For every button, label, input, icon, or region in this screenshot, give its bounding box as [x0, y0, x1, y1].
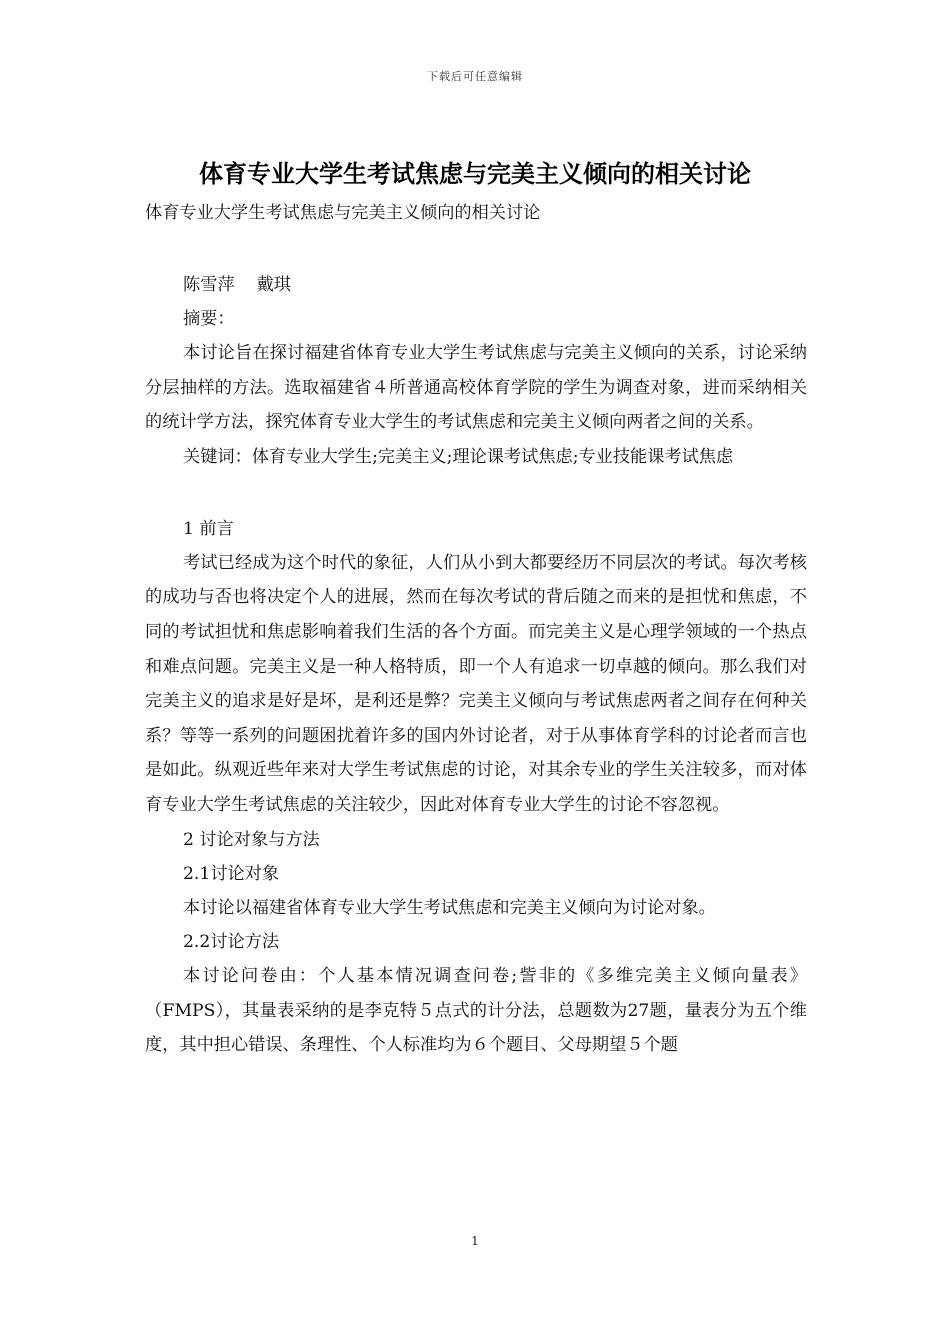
abstract-label: 摘要： [183, 309, 235, 329]
author-line [145, 268, 807, 302]
author-name: 戴琪 [256, 275, 291, 295]
blank-line [145, 474, 807, 512]
author-name: 陈雪萍 [183, 275, 235, 295]
keywords-line: 关键词：体育专业大学生;完美主义;理论课考试焦虑;专业技能课考试焦虑 [183, 446, 734, 467]
header-note: 下载后可任意编辑 [427, 70, 523, 83]
body-paragraph: 考试已经成为这个时代的象征，人们从小到大都要经历不同层次的考试。每次考核的成功与否也将决定个人的进展，然而在每次考试的背后随之而来的是担忧和焦虑，不同的考试担忧和焦虑影响着我们生活的各个方面。而完美主义是心理学领域的一个热点和难点问题。完美主义是一种人格特质，即一个人有追求一切卓越的倾向。那么我们对完美主义的追求是好是坏，是利还是弊？完美主义倾向与考试焦虑两者之间存在何种关系？等等一系列的问题困扰着许多的国内外讨论者，对于从事体育学科的讨论者而言也是如此。纵观近些年来对大学生考试焦虑的讨论，对其余专业的学生关注较多，而对体育专业大学生考试焦虑的关注较少，因此对体育专业大学生的讨论不容忽视。 [145, 552, 807, 815]
subtitle: 体育专业大学生考试焦虑与完美主义倾向的相关讨论 [145, 203, 541, 223]
section-heading: 2 讨论对象与方法 [183, 829, 320, 850]
page-number: 1 [471, 1234, 479, 1248]
subsection-heading: 2.2讨论方法 [183, 932, 280, 953]
document-title: 体育专业大学生考试焦虑与完美主义倾向的相关讨论 [199, 160, 751, 188]
section-heading: 1 前言 [183, 518, 234, 539]
abstract-paragraph: 本讨论旨在探讨福建省体育专业大学生考试焦虑与完美主义倾向的关系，讨论采纳分层抽样的方法。选取福建省４所普通高校体育学院的学生为调查对象，进而采纳相关的统计学方法，探究体育专业大学生的考试焦虑和完美主义倾向两者之间的关系。 [145, 343, 807, 433]
document-body [145, 196, 807, 1063]
body-paragraph: 本讨论问卷由：个人基本情况调查问卷;訾非的《多维完美主义倾向量表》（FMPS），其量表采纳的是李克特５点式的计分法，总题数为27题，量表分为五个维度，其中担心错误、条理性、个人标准均为６个题目、父母期望５个题 [145, 966, 807, 1056]
subsection-heading: 2.1讨论对象 [183, 863, 280, 884]
body-paragraph: 本讨论以福建省体育专业大学生考试焦虑和完美主义倾向为讨论对象。 [183, 897, 716, 918]
blank-line [145, 230, 807, 268]
